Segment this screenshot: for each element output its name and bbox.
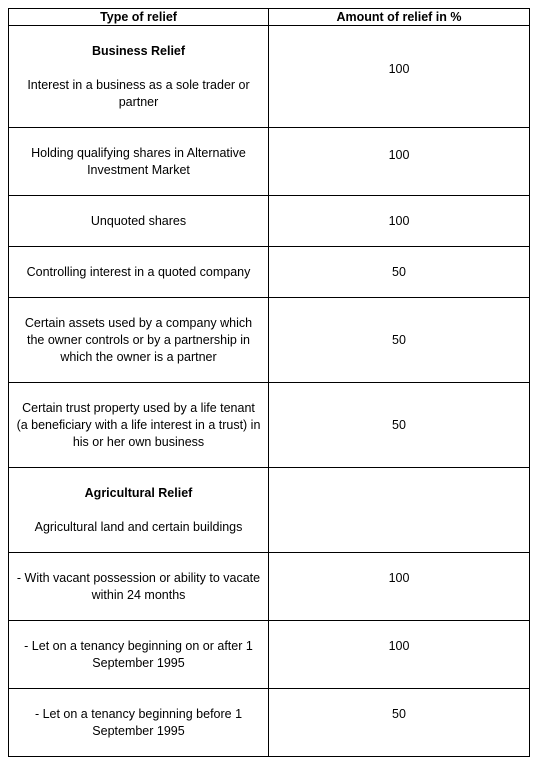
table-row: [9, 383, 530, 468]
amount-cell: 50: [269, 247, 530, 298]
table-row: [9, 468, 530, 553]
table-row: [9, 553, 530, 621]
amount-cell: 100: [269, 26, 530, 128]
table-row: [9, 26, 530, 128]
relief-type-text: Certain assets used by a company which the owner controls or by a partnership in which the owner is a partner: [24, 315, 253, 364]
relief-table: [8, 8, 530, 757]
relief-type-text: - Let on a tenancy beginning before 1 September 1995: [34, 706, 243, 738]
table-row: [9, 196, 530, 247]
amount-cell: 50: [269, 383, 530, 468]
table-row: [9, 689, 530, 757]
type-cell: [9, 298, 269, 383]
type-cell: [9, 26, 269, 128]
section-title-agricultural-relief: Agricultural Relief: [84, 485, 193, 500]
amount-cell: 100: [269, 621, 530, 689]
relief-type-text: Unquoted shares: [90, 213, 187, 228]
amount-cell: [269, 468, 530, 553]
type-cell: [9, 468, 269, 553]
amount-cell: 100: [269, 553, 530, 621]
table-row: [9, 621, 530, 689]
relief-type-text: Controlling interest in a quoted company: [26, 264, 251, 279]
type-cell: [9, 553, 269, 621]
section-title-business-relief: Business Relief: [91, 43, 186, 58]
relief-type-text: - With vacant possession or ability to vacate within 24 months: [16, 570, 261, 602]
relief-type-text: Certain trust property used by a life tenant (a beneficiary with a life interest in a trust) in his or her own business: [16, 400, 261, 449]
relief-type-text: Holding qualifying shares in Alternative Investment Market: [31, 145, 246, 177]
table-row: [9, 128, 530, 196]
relief-type-text: Agricultural land and certain buildings: [34, 519, 243, 534]
table-row: [9, 298, 530, 383]
amount-cell: 50: [269, 298, 530, 383]
type-cell: [9, 621, 269, 689]
header-type: Type of relief: [9, 9, 269, 26]
type-cell: [9, 383, 269, 468]
table-row: [9, 247, 530, 298]
type-cell: [9, 196, 269, 247]
type-cell: [9, 247, 269, 298]
type-cell: [9, 128, 269, 196]
amount-cell: 100: [269, 128, 530, 196]
amount-cell: 50: [269, 689, 530, 757]
type-cell: [9, 689, 269, 757]
relief-type-text: - Let on a tenancy beginning on or after 1 September 1995: [24, 638, 253, 670]
relief-type-text: Interest in a business as a sole trader or partner: [27, 77, 250, 109]
amount-cell: 100: [269, 196, 530, 247]
header-row: [9, 9, 530, 26]
header-amount: Amount of relief in %: [269, 9, 530, 26]
